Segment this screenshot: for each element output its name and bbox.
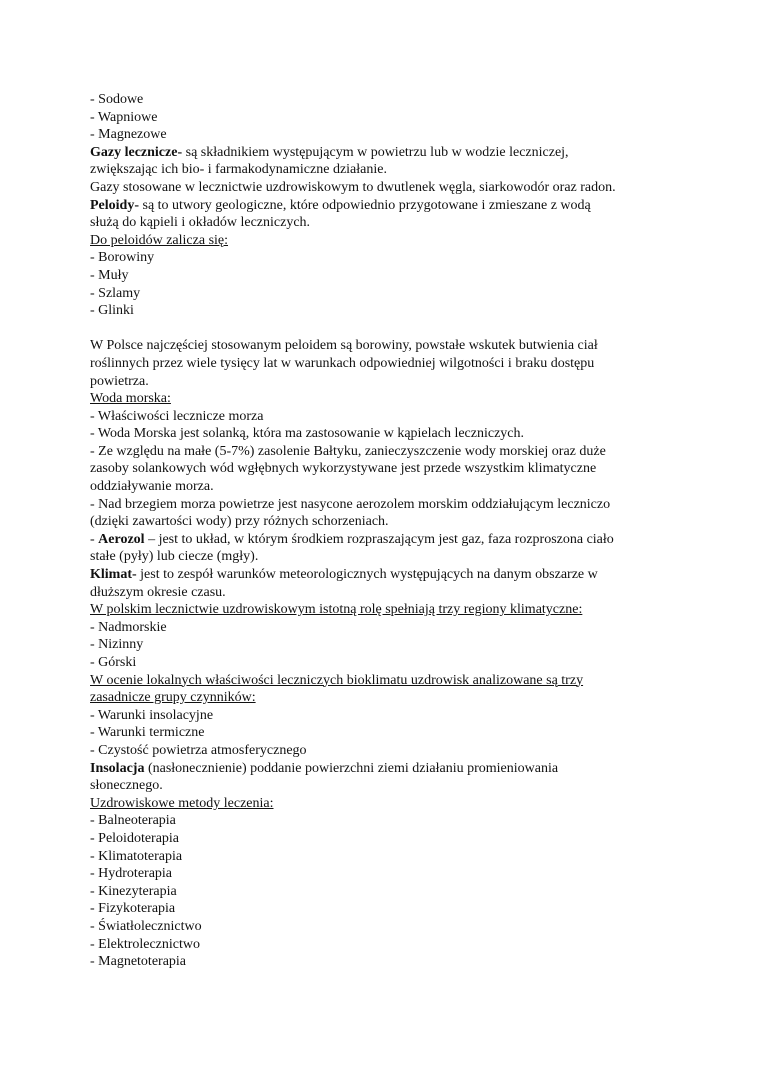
list-item: - Warunki termiczne (90, 725, 205, 741)
woda-heading: Woda morska: (90, 391, 171, 407)
metody-heading: Uzdrowiskowe metody leczenia: (90, 795, 274, 811)
list-item: - Magnezowe (90, 127, 167, 143)
list-item: - Nizinny (90, 637, 144, 653)
document-body (90, 91, 690, 971)
list-item: - Magnetoterapia (90, 954, 187, 970)
peloidy-term: Peloidy- (90, 197, 139, 213)
list-item: - Warunki insolacyjne (90, 707, 214, 723)
text-line: dłuższym okresie czasu. (90, 584, 226, 600)
insolacja-term: Insolacja (90, 760, 145, 776)
gazy-text: są składnikiem występującym w powietrzu lub w wodzie leczniczej, (182, 144, 569, 160)
text-line: powietrza. (90, 373, 149, 389)
aerozol-definition (90, 531, 690, 549)
klimat-heading: W polskim lecznictwie uzdrowiskowym istotną rolę spełniają trzy regiony klimatyczne: (90, 602, 583, 618)
paragraph-spacer (90, 320, 690, 338)
bioklimat-heading: W ocenie lokalnych właściwości leczniczych bioklimatu uzdrowisk analizowane są trzy (90, 672, 584, 688)
list-item: - Ze względu na małe (5-7%) zasolenie Bałtyku, zanieczyszczenie wody morskiej oraz duże (90, 443, 606, 459)
list-item: - Nadmorskie (90, 619, 167, 635)
text-line: zwiększając ich bio- i farmakodynamiczne działanie. (90, 162, 387, 178)
list-item: - Nad brzegiem morza powietrze jest nasycone aerozolem morskim oddziałującym leczniczo (90, 496, 611, 512)
bioklimat-heading: zasadnicze grupy czynników: (90, 690, 256, 706)
insolacja-text: (nasłonecznienie) poddanie powierzchni ziemi działaniu promieniowania (144, 760, 559, 776)
list-item: - Woda Morska jest solanką, która ma zastosowanie w kąpielach leczniczych. (90, 426, 525, 442)
peloidy-definition (90, 197, 690, 215)
list-item: - Klimatoterapia (90, 848, 183, 864)
list-item: - Szlamy (90, 285, 141, 301)
aerozol-term: Aerozol (98, 531, 145, 547)
list-item: - Górski (90, 655, 137, 670)
list-item: - Fizykoterapia (90, 901, 176, 917)
text-line: oddziaływanie morza. (90, 479, 214, 495)
list-item: - Kinezyterapia (90, 883, 177, 899)
gazy-term: Gazy lecznicze- (90, 144, 183, 160)
klimat-term: Klimat- (90, 567, 137, 583)
peloidy-text: są to utwory geologiczne, które odpowiednio przygotowane i zmieszane z wodą (139, 197, 591, 213)
list-item: - Wapniowe (90, 109, 158, 125)
insolacja-definition (90, 760, 690, 778)
aerozol-prefix: - (90, 531, 99, 547)
gazy-definition (90, 144, 690, 162)
text-line: stałe (pyły) lub ciecze (mgły). (90, 549, 259, 565)
list-item: - Peloidoterapia (90, 830, 180, 846)
text-line: Gazy stosowane w lecznictwie uzdrowiskowym to dwutlenek węgla, siarkowodór oraz radon. (90, 179, 616, 195)
text-line: (dzięki zawartości wody) przy różnych schorzeniach. (90, 514, 389, 530)
list-item: - Światłolecznictwo (90, 918, 202, 934)
list-item: - Muły (90, 267, 129, 283)
list-item: - Elektrolecznictwo (90, 936, 201, 952)
text-line: służą do kąpieli i okładów leczniczych. (90, 215, 311, 231)
text-line: zasoby solankowych wód wgłębnych wykorzystywane jest przede wszystkim klimatyczne (90, 461, 597, 477)
list-item: - Balneoterapia (90, 813, 176, 829)
list-item: - Glinki (90, 303, 134, 319)
text-line: słonecznego. (90, 778, 163, 794)
list-item: - Czystość powietrza atmosferycznego (90, 742, 307, 758)
klimat-text: jest to zespół warunków meteorologicznych występujących na danym obszarze w (136, 567, 598, 583)
klimat-definition (90, 566, 690, 584)
list-item: - Sodowe (90, 92, 144, 107)
list-item: - Hydroterapia (90, 866, 173, 882)
list-item: - Właściwości lecznicze morza (90, 408, 264, 424)
text-line: roślinnych przez wiele tysięcy lat w warunkach odpowiedniej wilgotności i braku dostępu (90, 355, 595, 371)
peloidy-heading: Do peloidów zalicza się: (90, 232, 229, 248)
text-line: W Polsce najczęściej stosowanym peloidem są borowiny, powstałe wskutek butwienia ciał (90, 338, 598, 354)
list-item: - Borowiny (90, 250, 155, 266)
aerozol-text: – jest to układ, w którym środkiem rozpraszającym jest gaz, faza rozproszona ciało (144, 531, 614, 547)
